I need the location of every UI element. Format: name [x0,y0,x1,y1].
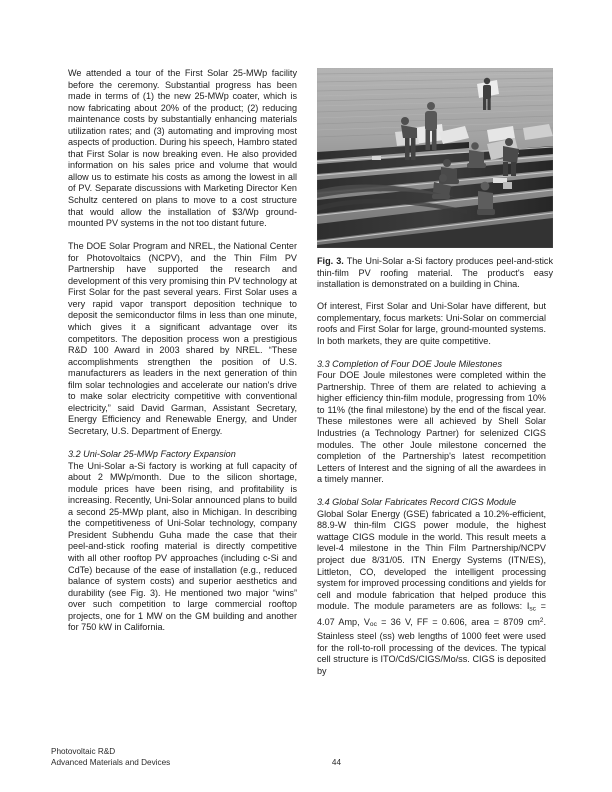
paragraph-doe-solar-program: The DOE Solar Program and NREL, the National Center for Photovoltaics (NCPV), and the Thin Film PV Partnership have supported the research and development of this very promising thin PV technology at First Solar for the past several years. First Solar uses a very rapid vapor transport deposition technique to deposit the semiconductor films in less than one minute, which gives it a significant advantage over its competitors. The deposition process won a prestigious R&D 100 Award in 2003 shared by NREL. “These accomplishments strengthen the position of U.S. manufacturers as leaders in the next generation of thin film solar technologies and accelerate our nation's drive to make solar electricity competitive with conventional electricity,” said David Garman, Assistant Secretary, Energy Efficiency and Renewable Energy, and Under Secretary, U.S. Department of Energy. [68,241,297,436]
paragraph-section-3-2-body: The Uni-Solar a-Si factory is working at full capacity of about 2 MWp/month. Due to the silicon shortage, module prices have been rising, and profitability is increasing. Recently, Uni-Solar announced plans to build a second 25-MWp plant, also in Michigan. In describing the competitiveness of Uni-Solar technology, company President Subhendu Guha made the case that their peel-and-stick roofing material is directly competitive with all other rooftop PV approaches (including c-Si and CdTe) because of the ease of installation (e.g., reduced balance of system costs) and superior aesthetics and durability (see Fig. 3). He mentioned two major “wins” over such competition to large commercial rooftop projects, one for 1 MW on the GM building and another for 750 kW in California. [68,460,297,633]
cm-squared-superscript: 2 [539,617,544,625]
footer-line-2-row [51,758,561,768]
paragraph-section-3-4-body [317,509,546,677]
figure-3-caption [317,256,553,291]
page-footer [51,747,561,768]
paragraph-focus-markets: Of interest, First Solar and Uni-Solar have different, but complementary, focus markets: Uni-Solar on commercial roofs and First Solar for large, ground-mounted systems. In both markets, they are quite competitive. [317,301,546,346]
paragraph-section-3-3-body: Four DOE Joule milestones were completed within the Partnership. Three of them are related to achieving a higher efficiency thin-film module, progressing from 10% to 11% (the final milestone) by the end of the fiscal year. These milestones were all achieved by Shell Solar Industries (a Technology Partner) for selenized CIGS modules. The other Joule milestone concerned the completion of the Partnership's latest recompetition Letters of Interest and the signing of all the awardees in a timely manner. [317,370,546,485]
section-3-4-text-part-4: . Stainless steel (ss) web lengths of 1000 feet were used for the roll-to-roll processing of the devices. The typical cell structure is ITO/CdS/CIGS/Mo/ss. CIGS is deposited by [317,616,546,676]
footer-line-2: Advanced Materials and Devices [51,757,171,767]
figure-3-caption-text: The Uni-Solar a-Si factory produces peel-and-stick thin-film PV roofing material. The product's easy installation is demonstrated on a building in China. [317,256,553,290]
left-text-column [68,68,297,634]
section-3-4-text-part-1: Global Solar Energy (GSE) fabricated a 10.2%-efficient, 88.9-W thin-film CIGS power module, the highest wattage CIGS module in the world. This result meets a level-4 milestone in the Thin Film Partnership/NCPV project due 8/31/05. ITN Energy Systems (ITN/ES), Littleton, CO, developed the intelligent processing system for improved processing conditions and yields for cell and module fabrication that helped produce this module. The module parameters are as follows: I [317,508,546,612]
voc-subscript: oc [369,621,377,629]
page-number: 44 [331,757,341,767]
figure-3-block [317,68,553,291]
section-3-4-text-part-2: = 4.07 Amp, V [317,601,546,627]
paragraph-first-solar-tour: We attended a tour of the First Solar 25-MWp facility before the ceremony. Substantial progress has been made in terms of (1) the new 25-MWp coater, which is now fabricating about 20% of the product; (2) reducing maintenance costs by substantially enhancing materials utilization rates; and (3) automating and improving most aspects of production. During his speech, Hambro stated that First Solar is now breaking even. He also provided information on his sales price and volume that would allow us to estimate his costs as among the lowest in all of PV. Separate discussions with Marketing Director Ken Schultz centered on plans to move to a cost structure that would allow the installation of $3/Wp ground-mounted PV systems in the not too distant future. [68,68,297,229]
section-heading-3-4: 3.4 Global Solar Fabricates Record CIGS Module [317,497,517,508]
isc-subscript: sc [529,605,536,613]
figure-3-image [317,68,553,248]
section-heading-3-3: 3.3 Completion of Four DOE Joule Milestones [317,358,502,369]
figure-3-label: Fig. 3. [317,256,344,266]
footer-line-1: Photovoltaic R&D [51,747,116,757]
section-3-4-text-part-3: = 36 V, FF = 0.606, area = 8709 cm [376,616,540,627]
section-heading-3-2: 3.2 Uni-Solar 25-MWp Factory Expansion [68,449,236,460]
right-text-column [317,301,546,677]
